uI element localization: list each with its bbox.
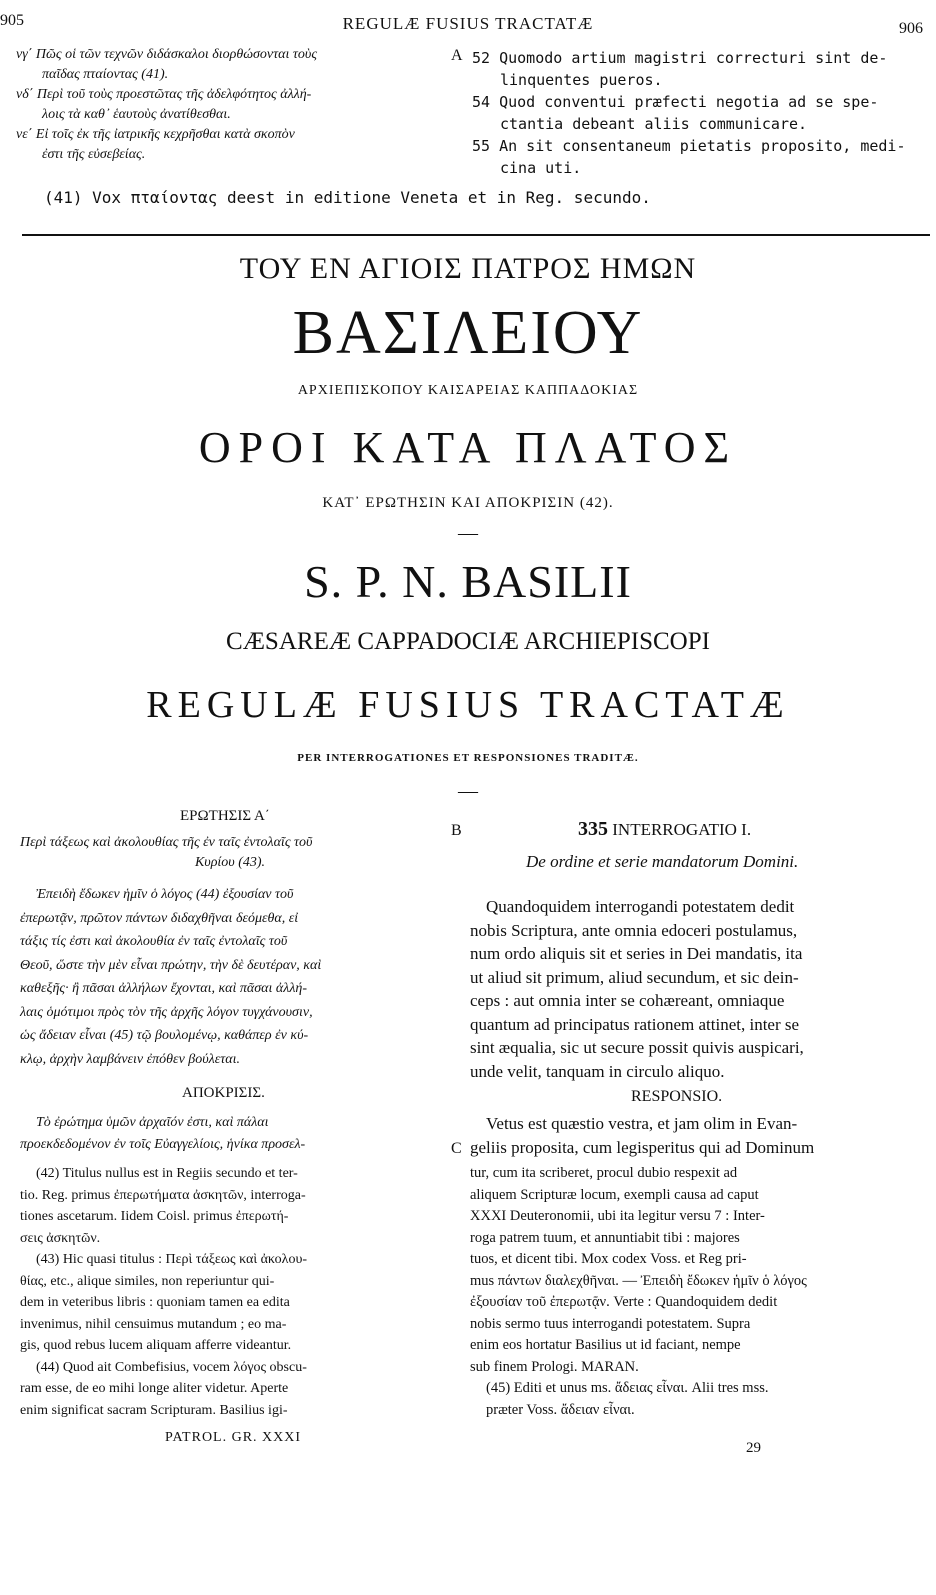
right-body-line: nobis Scriptura, ante omnia edoceri postulamus,: [470, 920, 798, 940]
right-answer-line: Vetus est quæstio vestra, et jam olim in Evan-: [486, 1114, 798, 1133]
greek-subtitle: ΚΑΤ᾽ ΕΡΩΤΗΣΙΝ ΚΑΙ ΑΠΟΚΡΙΣΙΝ (42).: [322, 495, 614, 511]
greek-author-name: ΒΑΣΙΛΕΙΟΥ: [292, 299, 644, 367]
index-latin-line: linquentes pueros.: [500, 71, 663, 89]
right-page-footer: 29: [746, 1440, 761, 1456]
right-body-line: quantum ad principatus rationem attinet, inter se: [470, 1014, 800, 1034]
index-latin-line: cina uti.: [500, 159, 582, 177]
index-greek-line: νγ΄ Πῶς οἱ τῶν τεχνῶν διδάσκαλοι διορθώσονται τοὺς: [16, 47, 317, 62]
index-latin-line: 54 Quod conventui præfecti negotia ad se spe-: [472, 93, 879, 111]
left-question-subheading: [20, 833, 440, 873]
right-answer-heading: RESPONSIO.: [631, 1088, 723, 1105]
right-question-heading: [578, 818, 751, 841]
right-note-line: tuos, et dicent tibi. Mox codex Voss. et Reg pri-: [470, 1251, 747, 1267]
top-index-greek: [16, 45, 317, 165]
margin-letter-c: C: [451, 1140, 462, 1157]
left-note-line: ram esse, de eo mihi longe aliter videtur. Aperte: [20, 1381, 289, 1396]
left-note-line: tio. Reg. primus ἐπερωτήματα ἀσκητῶν, interroga-: [20, 1187, 306, 1203]
right-note-line: enim eos hortatur Basilius ut id faciant, nempe: [470, 1337, 741, 1353]
left-body-line: καθεξῆς· ἢ πᾶσαι ἀλλήλων ἔχονται, καὶ πᾶσαι ἀλλή-: [20, 981, 308, 996]
left-note-line: invenimus, nihil censuimus mutandum ; eo ma-: [20, 1316, 287, 1332]
left-body-line: ἐπερωτᾷν, πρῶτον πάντων διδαχθῆναι δεόμεθα, εἰ: [20, 910, 299, 926]
left-body-line: λαις ὁμότιμοι πρὸς τὸν τῆς ἀρχῆς λόγον τυγχάνουσιν,: [20, 1004, 313, 1020]
left-note-line: dem in veteribus libris : quoniam tamen ea edita: [20, 1295, 290, 1310]
left-answer-heading: ΑΠΟΚΡΙΣΙΣ.: [182, 1085, 265, 1101]
interrogatio-label: INTERROGATIO I.: [612, 820, 752, 839]
left-body-line: τάξις τίς ἐστι καὶ ἀκολουθία ἐν ταῖς ἐντολαῖς τοῦ: [20, 934, 288, 949]
left-body-line: Ἐπειδὴ ἔδωκεν ἡμῖν ὁ λόγος (44) ἐξουσίαν τοῦ: [36, 887, 294, 902]
left-question-body: [20, 883, 321, 1071]
title-dash: —: [458, 522, 478, 544]
column-number: 335: [578, 818, 608, 840]
left-note-line: (43) Hic quasi titulus : Περὶ τάξεως καὶ ἀκολου-: [36, 1252, 308, 1267]
right-answer-body: [470, 1112, 814, 1160]
latin-title-line2: CÆSAREÆ CAPPADOCIÆ ARCHIEPISCOPI: [226, 628, 710, 655]
left-body-line: ὡς ἄδειαν εἶναι (45) τῷ βουλομένῳ, καθάπερ ἐν κύ-: [20, 1028, 309, 1043]
index-greek-line: νε΄ Εἰ τοῖς ἐκ τῆς ἰατρικῆς κεχρῆσθαι κατὰ σκοπὸν: [16, 127, 295, 142]
latin-author-name: S. P. N. BASILII: [304, 556, 632, 607]
left-subheading-line: Κυρίου (43).: [194, 855, 266, 870]
latin-subtitle: PER INTERROGATIONES ET RESPONSIONES TRADITÆ.: [297, 752, 639, 764]
top-index-footnote: (41) Vox πταίοντας deest in editione Veneta et in Reg. secundo.: [44, 188, 651, 207]
left-answer-line: προεκδεδομένον ἐν τοῖς Εὐαγγελίοις, ἡνίκα προσελ-: [20, 1137, 306, 1152]
index-greek-line: ἐστι τῆς εὐσεβείας.: [42, 147, 146, 162]
right-note-line: tur, cum ita scriberet, procul dubio respexit ad: [470, 1165, 738, 1181]
greek-main-title: ΟΡΟΙ ΚΑΤΑ ΠΛΑΤΟΣ: [198, 423, 738, 472]
left-page-number: 905: [0, 12, 24, 29]
left-note-line: θίας, etc., alique similes, non reperiuntur qui-: [20, 1273, 275, 1289]
left-question-heading: ΕΡΩΤΗΣΙΣ Α΄: [180, 808, 270, 824]
right-body-line: unde velit, tanquam in circulo aliquo.: [470, 1061, 725, 1081]
index-latin-line: ctantia debeant aliis communicare.: [500, 115, 808, 133]
right-page-number: 906: [899, 20, 923, 37]
right-body-line: num ordo aliquis sit et series in Dei mandatis, ita: [470, 944, 803, 963]
latin-main-title: REGULÆ FUSIUS TRACTATÆ: [146, 684, 790, 726]
right-note-line: sub finem Prologi. MARAN.: [470, 1358, 639, 1375]
right-note-line: præter Voss. ἄδειαν εἶναι.: [486, 1401, 635, 1418]
left-body-line: κλῳ, ἀρχὴν λαμβάνειν ἐπόθεν βούλεται.: [20, 1051, 241, 1067]
right-body-line: sint æqualia, sic ut secure possit quivis auspicari,: [470, 1038, 804, 1057]
left-note-line: σεις ἀσκητῶν.: [20, 1230, 101, 1246]
index-latin-line: 55 An sit consentaneum pietatis proposito, medi-: [472, 137, 906, 155]
right-footnotes: [470, 1163, 807, 1421]
left-page-footer: PATROL. GR. XXXI: [165, 1430, 302, 1445]
right-note-line: roga patrem tuum, et annuntiabit tibi : majores: [470, 1229, 740, 1246]
left-subheading-line: Περὶ τάξεως καὶ ἀκολουθίας τῆς ἐν ταῖς ἐντολαῖς τοῦ: [20, 835, 313, 850]
greek-title-line1: ΤΟΥ ΕΝ ΑΓΙΟΙΣ ΠΑΤΡΟΣ ΗΜΩΝ: [239, 252, 697, 285]
top-index-latin: [472, 47, 905, 179]
index-latin-line: 52 Quomodo artium magistri correcturi sint de-: [472, 49, 888, 67]
right-note-line: (45) Editi et unus ms. ἄδειας εἶναι. Alii tres mss.: [486, 1380, 769, 1396]
right-body-line: Quandoquidem interrogandi potestatem dedit: [486, 897, 795, 916]
left-body-line: Θεοῦ, ὥστε τὴν μὲν εἶναι πρώτην, τὴν δὲ δευτέραν, καὶ: [20, 957, 322, 973]
right-body-line: ut aliud sit primum, aliud secundum, et sic dein-: [470, 967, 799, 987]
right-body-line: ceps : aut omnia inter se cohæreant, omniaque: [470, 991, 785, 1010]
left-note-line: (42) Titulus nullus est in Regiis secundo et ter-: [36, 1166, 298, 1181]
left-answer-line: Τὸ ἐρώτημα ὑμῶν ἀρχαῖόν ἐστι, καὶ πάλαι: [36, 1115, 269, 1130]
top-rule: [22, 234, 930, 236]
right-note-line: XXXI Deuteronomii, ubi ita legitur versu 7 : Inter-: [470, 1208, 765, 1224]
index-greek-line: νδ΄ Περὶ τοῦ τοὺς προεστῶτας τῆς ἀδελφότητος ἀλλή-: [16, 87, 312, 102]
title-dash-2: —: [458, 780, 478, 802]
left-note-line: (44) Quod ait Combefisius, vocem λόγος obscu-: [36, 1359, 307, 1375]
margin-letter-b: B: [451, 822, 462, 839]
left-answer-body: [20, 1112, 305, 1156]
right-note-line: ἐξουσίαν τοῦ ἐπερωτᾷν. Verte : Quandoquidem dedit: [470, 1294, 778, 1310]
right-question-subheading: De ordine et serie mandatorum Domini.: [526, 852, 799, 871]
index-margin-marker: A: [451, 47, 463, 64]
left-note-line: gis, quod rebus lucem aliquam afferre videantur.: [20, 1338, 292, 1353]
index-greek-line: λοις τὰ καθ᾽ ἑαυτοὺς ἀνατίθεσθαι.: [42, 107, 231, 122]
index-greek-line: παῖδας πταίοντας (41).: [42, 67, 169, 82]
greek-title-line3: ΑΡΧΙΕΠΙΣΚΟΠΟΥ ΚΑΙΣΑΡΕΙΑΣ ΚΑΠΠΑΔΟΚΙΑΣ: [297, 383, 639, 398]
left-note-line: tiones ascetarum. Iidem Coisl. primus ἐπερωτή-: [20, 1209, 289, 1224]
right-note-line: aliquem Scripturæ locum, exempli causa ad caput: [470, 1186, 759, 1203]
right-note-line: nobis sermo tuus interrogandi potestatem. Supra: [470, 1315, 751, 1332]
left-footnotes: [20, 1163, 307, 1421]
running-title: REGULÆ FUSIUS TRACTATÆ: [342, 14, 594, 33]
right-note-line: mus πάντων διαλεχθῆναι. — Ἐπειδὴ ἔδωκεν ἡμῖν ὁ λόγος: [470, 1272, 807, 1289]
left-note-line: enim significat sacram Scripturam. Basilius igi-: [20, 1402, 288, 1418]
right-question-body: [470, 895, 804, 1083]
right-answer-line: geliis proposita, cum legisperitus qui ad Dominum: [470, 1138, 815, 1157]
